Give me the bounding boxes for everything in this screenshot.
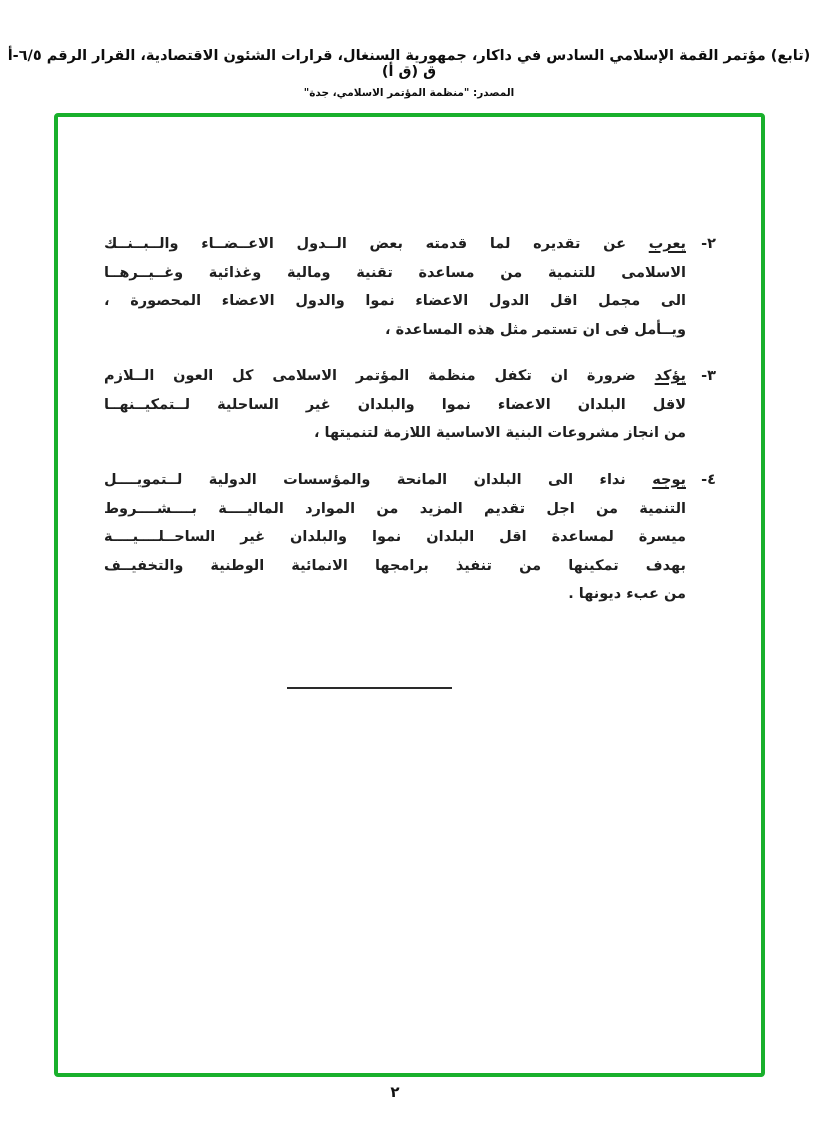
paragraph-line [104,230,686,259]
paragraph-lead-word: يؤكد [654,368,686,384]
header-title: (تابع) مؤتمر القمة الإسلامي السادس في داكار، جمهورية السنغال، قرارات الشئون الاقتصادية، القرار الرقم ٦/٥-أ ق (ق أ) [7,48,811,80]
paragraph-line: الى مجمل اقل الدول الاعضاء نموا والدول الاعضاء المحصورة ، [104,293,686,309]
paragraph-line: ويــأمل فى ان تستمر مثل هذه المساعدة ، [385,321,686,338]
header-source: المصدر: "منظمة المؤتمر الاسلامي، جدة" [303,87,515,99]
resolution-paragraph-2 [104,230,716,344]
paragraph-line-text: عن تقديره لما قدمته بعض الــدول الاعــضــاء والــبــنــك [104,236,627,252]
paragraph-line: الاسلامى للتنمية من مساعدة تقنية ومالية وغذائية وغــيــرهــا [104,264,686,281]
paragraph-line [104,362,686,391]
page-number: ٢ [390,1083,400,1101]
paragraph-line: ميسرة لمساعدة اقل البلدان نموا والبلدان غير الساحــلــــيــــة [104,529,686,545]
paragraph-line-text: ضرورة ان تكفل منظمة المؤتمر الاسلامى كل العون الــلازم [104,368,636,384]
paragraph-number: ٢- [701,236,716,252]
paragraph-lines [104,230,686,344]
paragraph-lines [104,362,686,448]
resolution-paragraph-3 [104,362,716,448]
paragraph-line [104,466,686,495]
paragraph-number: ٤- [701,472,716,488]
paragraph-line: لاقل البلدان الاعضاء نموا والبلدان غير الساحلية لــتمكيــنهــا [104,396,686,413]
resolution-paragraph-4 [104,466,716,609]
paragraph-line: من عبء ديونها . [568,586,686,602]
paragraph-lines [104,466,686,609]
paragraph-lead-word: يوجه [652,472,686,488]
paragraph-line-text: نداء الى البلدان المانحة والمؤسسات الدولية لــتمويــــل [104,472,626,488]
paragraph-number: ٣- [701,368,716,384]
paragraph-line: التنمية من اجل تقديم المزيد من الموارد الماليــــة بــــشــــروط [104,500,686,517]
paragraph-lead-word: يعرب [648,236,686,252]
document-header [0,48,818,99]
paragraph-line: من انجاز مشروعات البنية الاساسية اللازمة لتنميتها ، [313,425,686,441]
section-divider [287,687,452,689]
paragraph-line: بهدف تمكينها من تنفيذ برامجها الانمائية الوطنية والتخفيــف [104,557,686,574]
